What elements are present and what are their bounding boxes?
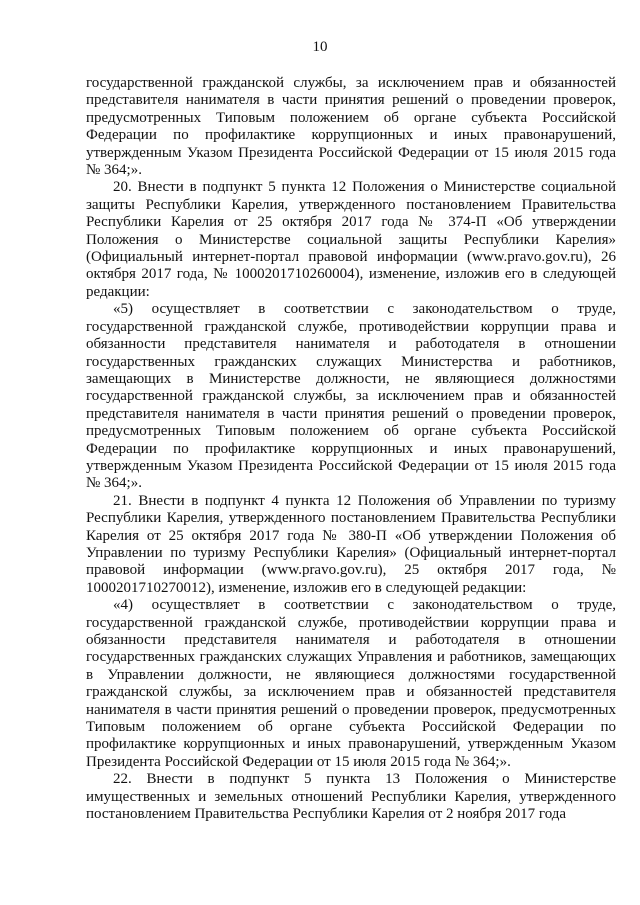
paragraph-item-20: 20. Внести в подпункт 5 пункта 12 Положения о Министерстве социальной защиты Республики Карелия, утвержденного постановлением Правительства Республики Карелия от 25 октября 2017 года № 374-П «Об утверждении Положения о Министерстве социальной защиты Республики Карелия» (Официальный интернет-портал правовой информации (www.pravo.gov.ru), 26 октября 2017 года, № 1000201710260004), изменение, изложив его в следующей редакции: <box>86 179 616 300</box>
page-number: 10 <box>312 39 328 55</box>
document-body <box>86 75 616 823</box>
paragraph-item-21: 21. Внести в подпункт 4 пункта 12 Положения об Управлении по туризму Республики Карелия, утвержденного постановлением Правительства Республики Карелия от 25 октября 2017 года № 380-П «Об утверждении Положения об Управлении по туризму Республики Карелия» (Официальный интернет-портал правовой информации (www.pravo.gov.ru), 25 октября 2017 года, № 1000201710270012), изменение, изложив его в следующей редакции: <box>86 492 616 596</box>
paragraph-item-20-text: «5) осуществляет в соответствии с законодательством о труде, государственной гражданской службе, противодействии коррупции права и обязанности представителя нанимателя и работодателя в отношении государственных гражданских служащих Министерства и работников, замещающих в Министерстве должности, не являющиеся должностями государственной гражданской службы, за исключением прав и обязанностей представителя нанимателя в части принятия решений о проведении проверок, предусмотренных Типовым положением об органе субъекта Российской Федерации по профилактике коррупционных и иных правонарушений, утвержденным Указом Президента Российской Федерации от 15 июля 2015 года № 364;». <box>86 301 616 492</box>
paragraph-item-21-text: «4) осуществляет в соответствии с законодательством о труде, государственной гражданской службе, противодействии коррупции права и обязанности представителя нанимателя и работодателя в отношении государственных гражданских служащих Управления и работников, замещающих в Управлении должности, не являющиеся должностями государственной гражданской службы, за исключением прав и обязанностей представителя нанимателя в части принятия решений о проведении проверок, предусмотренных Типовым положением об органе субъекта Российской Федерации по профилактике коррупционных и иных правонарушений, утвержденным Указом Президента Российской Федерации от 15 июля 2015 года № 364;». <box>86 597 616 770</box>
paragraph-item-22: 22. Внести в подпункт 5 пункта 13 Положения о Министерстве имущественных и земельных отношений Республики Карелия, утвержденного постановлением Правительства Республики Карелия от 2 ноября 2017 года <box>86 771 616 823</box>
paragraph-continuation: государственной гражданской службы, за исключением прав и обязанностей представителя нанимателя в части принятия решений о проведении проверок, предусмотренных Типовым положением об органе субъекта Российской Федерации по профилактике коррупционных и иных правонарушений, утвержденным Указом Президента Российской Федерации от 15 июля 2015 года № 364;». <box>86 75 616 179</box>
